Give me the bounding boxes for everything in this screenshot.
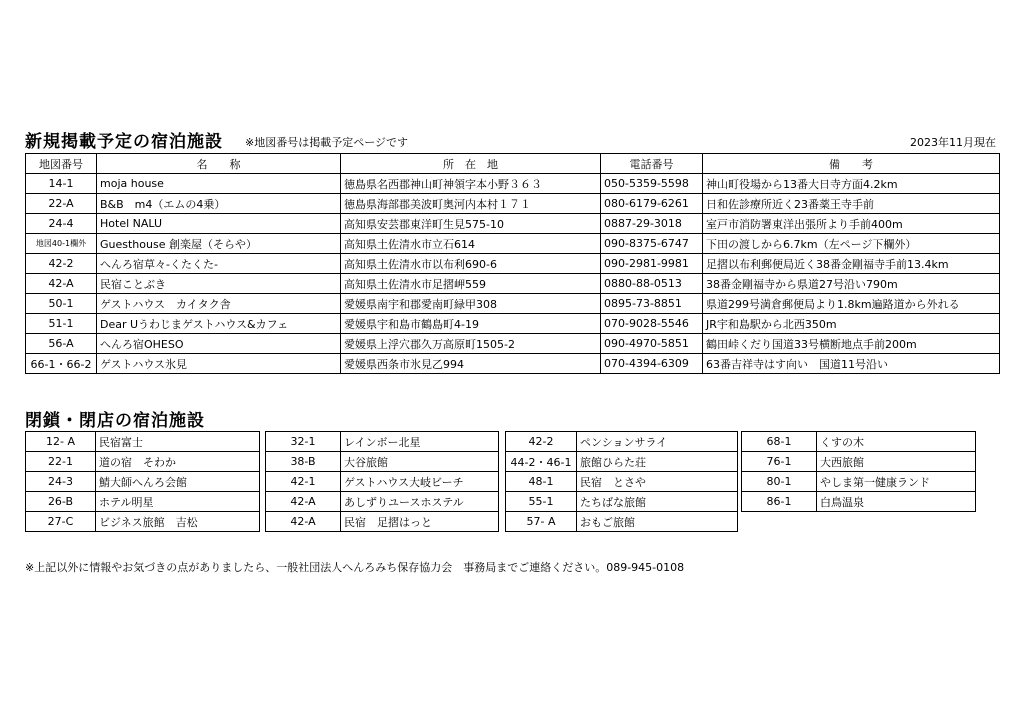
facility-name: Guesthouse 創楽屋（そらや） bbox=[97, 234, 341, 254]
map-number: 26-B bbox=[26, 492, 96, 512]
map-number: 51-1 bbox=[26, 314, 97, 334]
remarks: JR宇和島駅から北西350m bbox=[703, 314, 1000, 334]
facility-name: へんろ宿OHESO bbox=[97, 334, 341, 354]
facility-name: あしずりユースホステル bbox=[341, 492, 499, 512]
address: 高知県土佐清水市以布利690-6 bbox=[341, 254, 601, 274]
table-row bbox=[506, 432, 738, 452]
table-row bbox=[266, 432, 499, 452]
facility-name: 民宿 とさや bbox=[577, 472, 738, 492]
map-number: 48-1 bbox=[506, 472, 577, 492]
facility-name: ホテル明星 bbox=[96, 492, 260, 512]
address: 愛媛県西条市氷見乙994 bbox=[341, 354, 601, 374]
closed-table-1 bbox=[25, 431, 260, 532]
facility-name: ゲストハウス氷見 bbox=[97, 354, 341, 374]
map-number: 42-2 bbox=[506, 432, 577, 452]
map-number: 地図40-1欄外 bbox=[26, 234, 97, 254]
remarks: 日和佐診療所近く23番薬王寺手前 bbox=[703, 194, 1000, 214]
facility-name: 民宿富士 bbox=[96, 432, 260, 452]
map-number: 66-1・66-2 bbox=[26, 354, 97, 374]
table-row bbox=[26, 354, 1000, 374]
table-row bbox=[506, 472, 738, 492]
table-row bbox=[266, 452, 499, 472]
facility-name: 道の宿 そわか bbox=[96, 452, 260, 472]
map-number: 86-1 bbox=[742, 492, 817, 512]
remarks: 足摺以布利郵便局近く38番金剛福寺手前13.4km bbox=[703, 254, 1000, 274]
new-listings-title: 新規掲載予定の宿泊施設 bbox=[25, 132, 223, 152]
facility-name: Hotel NALU bbox=[97, 214, 341, 234]
facility-name: 大西旅館 bbox=[817, 452, 976, 472]
map-number: 55-1 bbox=[506, 492, 577, 512]
map-number: 42-2 bbox=[26, 254, 97, 274]
address: 高知県土佐清水市足摺岬559 bbox=[341, 274, 601, 294]
phone: 090-2981-9981 bbox=[601, 254, 703, 274]
map-number: 27-C bbox=[26, 512, 96, 532]
facility-name: 旅館ひらた荘 bbox=[577, 452, 738, 472]
facility-name: ゲストハウス カイタク舎 bbox=[97, 294, 341, 314]
table-row bbox=[26, 472, 260, 492]
header-row bbox=[26, 154, 1000, 174]
facility-name: 民宿ことぶき bbox=[97, 274, 341, 294]
header-name: 名 称 bbox=[97, 154, 341, 174]
facility-name: ペンションサライ bbox=[577, 432, 738, 452]
address: 高知県土佐清水市立石614 bbox=[341, 234, 601, 254]
remarks: 下田の渡しから6.7km（左ページ下欄外） bbox=[703, 234, 1000, 254]
header-address: 所 在 地 bbox=[341, 154, 601, 174]
phone: 0895-73-8851 bbox=[601, 294, 703, 314]
table-row bbox=[26, 314, 1000, 334]
table-row bbox=[26, 234, 1000, 254]
table-row bbox=[26, 194, 1000, 214]
table-row bbox=[26, 294, 1000, 314]
remarks: 63番吉祥寺はす向い 国道11号沿い bbox=[703, 354, 1000, 374]
table-row bbox=[26, 334, 1000, 354]
map-number: 24-4 bbox=[26, 214, 97, 234]
facility-name: 大谷旅館 bbox=[341, 452, 499, 472]
header-remarks: 備 考 bbox=[703, 154, 1000, 174]
facility-name: ビジネス旅館 吉松 bbox=[96, 512, 260, 532]
map-number: 24-3 bbox=[26, 472, 96, 492]
address: 愛媛県宇和島市鶴島町4-19 bbox=[341, 314, 601, 334]
table-row bbox=[266, 492, 499, 512]
map-number: 44-2・46-1 bbox=[506, 452, 577, 472]
map-number: 76-1 bbox=[742, 452, 817, 472]
new-listings-table bbox=[25, 153, 1000, 374]
map-number: 42-A bbox=[266, 512, 341, 532]
table-row bbox=[506, 452, 738, 472]
map-number: 56-A bbox=[26, 334, 97, 354]
map-number: 22-A bbox=[26, 194, 97, 214]
phone: 080-6179-6261 bbox=[601, 194, 703, 214]
closed-table-2 bbox=[265, 431, 499, 532]
map-number: 68-1 bbox=[742, 432, 817, 452]
map-number: 12- A bbox=[26, 432, 96, 452]
table-row bbox=[26, 492, 260, 512]
table-row bbox=[506, 492, 738, 512]
closed-table-3 bbox=[505, 431, 738, 532]
facility-name: へんろ宿草々-くたくた- bbox=[97, 254, 341, 274]
map-number: 32-1 bbox=[266, 432, 341, 452]
map-number-note: ※地図番号は掲載予定ページです bbox=[245, 136, 408, 149]
table-row bbox=[742, 472, 976, 492]
facility-name: moja house bbox=[97, 174, 341, 194]
table-row bbox=[742, 452, 976, 472]
table-row bbox=[26, 452, 260, 472]
facility-name: くすの木 bbox=[817, 432, 976, 452]
remarks: 38番金剛福寺から県道27号沿い790m bbox=[703, 274, 1000, 294]
phone: 050-5359-5598 bbox=[601, 174, 703, 194]
closed-facilities-title: 閉鎖・閉店の宿泊施設 bbox=[25, 411, 205, 431]
phone: 0880-88-0513 bbox=[601, 274, 703, 294]
closed-table-4 bbox=[741, 431, 976, 512]
facility-name: ゲストハウス大岐ビーチ bbox=[341, 472, 499, 492]
table-row bbox=[26, 274, 1000, 294]
facility-name: B&B m4（エムの4乗） bbox=[97, 194, 341, 214]
facility-name: 白鳥温泉 bbox=[817, 492, 976, 512]
address: 愛媛県南宇和郡愛南町緑甲308 bbox=[341, 294, 601, 314]
remarks: 神山町役場から13番大日寺方面4.2km bbox=[703, 174, 1000, 194]
map-number: 57- A bbox=[506, 512, 577, 532]
table-row bbox=[26, 432, 260, 452]
remarks: 鶴田峠くだり国道33号横断地点手前200m bbox=[703, 334, 1000, 354]
facility-name: おもご旅館 bbox=[577, 512, 738, 532]
table-row bbox=[26, 174, 1000, 194]
facility-name: 鯖大師へんろ会館 bbox=[96, 472, 260, 492]
table-row bbox=[26, 254, 1000, 274]
remarks: 県道299号満倉郵便局より1.8km遍路道から外れる bbox=[703, 294, 1000, 314]
table-row bbox=[742, 492, 976, 512]
map-number: 38-B bbox=[266, 452, 341, 472]
address: 徳島県名西郡神山町神領字本小野３６３ bbox=[341, 174, 601, 194]
map-number: 50-1 bbox=[26, 294, 97, 314]
facility-name: レインボー北星 bbox=[341, 432, 499, 452]
table-row bbox=[26, 214, 1000, 234]
contact-footer-note: ※上記以外に情報やお気づきの点がありましたら、一般社団法人へんろみち保存協力会 事務局までご連絡ください。089-945-0108 bbox=[25, 561, 685, 574]
map-number: 42-1 bbox=[266, 472, 341, 492]
phone: 090-8375-6747 bbox=[601, 234, 703, 254]
map-number: 42-A bbox=[26, 274, 97, 294]
facility-name: やしま第一健康ランド bbox=[817, 472, 976, 492]
map-number: 80-1 bbox=[742, 472, 817, 492]
phone: 070-9028-5546 bbox=[601, 314, 703, 334]
address: 高知県安芸郡東洋町生見575-10 bbox=[341, 214, 601, 234]
map-number: 14-1 bbox=[26, 174, 97, 194]
facility-name: 民宿 足摺はっと bbox=[341, 512, 499, 532]
table-row bbox=[26, 512, 260, 532]
remarks: 室戸市消防署東洋出張所より手前400m bbox=[703, 214, 1000, 234]
table-row bbox=[742, 432, 976, 452]
address: 愛媛県上浮穴郡久万高原町1505-2 bbox=[341, 334, 601, 354]
map-number: 22-1 bbox=[26, 452, 96, 472]
header-map-number: 地図番号 bbox=[26, 154, 97, 174]
phone: 0887-29-3018 bbox=[601, 214, 703, 234]
header-phone: 電話番号 bbox=[601, 154, 703, 174]
address: 徳島県海部郡美波町奥河内本村１７１ bbox=[341, 194, 601, 214]
facility-name: Dear Uうわじまゲストハウス&カフェ bbox=[97, 314, 341, 334]
table-row bbox=[266, 472, 499, 492]
map-number: 42-A bbox=[266, 492, 341, 512]
table-row bbox=[266, 512, 499, 532]
as-of-date: 2023年11月現在 bbox=[910, 136, 996, 149]
facility-name: たちばな旅館 bbox=[577, 492, 738, 512]
phone: 070-4394-6309 bbox=[601, 354, 703, 374]
phone: 090-4970-5851 bbox=[601, 334, 703, 354]
table-row bbox=[506, 512, 738, 532]
